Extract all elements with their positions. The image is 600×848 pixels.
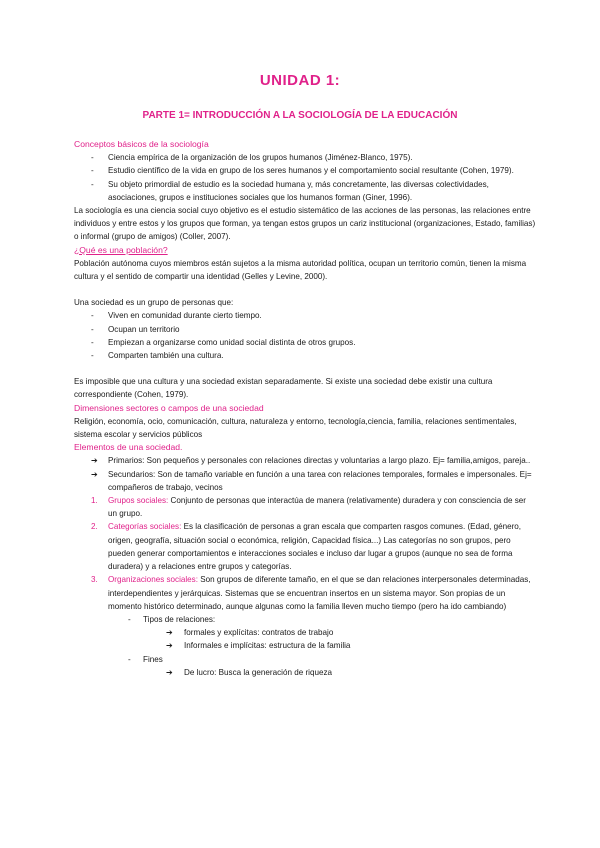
unit-title: UNIDAD 1: (259, 72, 341, 89)
list-item: ➔ Primarios: Son pequeños y personales con relaciones directas y voluntarias a largo plazo. Ej= familia,amigos, pareja.. (74, 454, 536, 467)
term: Organizaciones sociales: (108, 575, 198, 585)
conceptos-list (74, 151, 536, 204)
list-item: ➔ Informales e implícitas: estructura de la familia (74, 639, 536, 652)
sociedad-list (74, 309, 536, 362)
poblacion-question: ¿Qué es una población? (74, 244, 168, 255)
elementos-arrow-list (74, 454, 536, 494)
term: Categorías sociales: (108, 522, 182, 532)
part-title: PARTE 1= INTRODUCCIÓN A LA SOCIOLOGÍA DE LA EDUCACIÓN (142, 110, 458, 121)
dimensiones-heading: Dimensiones sectores o campos de una sociedad (74, 402, 264, 413)
conceptos-heading: Conceptos básicos de la sociología (74, 139, 209, 149)
elementos-heading: Elementos de una sociedad. (74, 442, 183, 453)
poblacion-answer: Población autónoma cuyos miembros están sujetos a la misma autoridad política, ocupan un territorio común, tienen la misma cultura y el sentido de compartir una identidad (Gelles y Levine, 2000). (74, 258, 527, 282)
list-item: - Empiezan a organizarse como unidad social distinta de otros grupos. (74, 336, 536, 349)
sociologia-paragraph: La sociología es una ciencia social cuyo objetivo es el estudio sistemático de las acciones de las personas, las relaciones entre individuos y entre estos y los grupos que forman, ya tengan estos grupos un cariz institucional (organizaciones, Estado, familias) o informal (grupo de amigos) (Coller, 2007). (74, 206, 536, 242)
definition: Conjunto de personas que interactúa de manera (relativamente) duradera y con consciencia de ser un grupo. (108, 496, 526, 519)
list-number: 2. (91, 522, 98, 532)
definition: Son grupos de diferente tamaño, en el que se dan relaciones interpersonales determinadas, interdependientes y jerárquicas. Sistemas que se encuentran insertos en un sistema mayor. Son propias de un momento histórico determinado, aunque algunas como la familia lleven mucho tiempo (pero ha ido cambiando) (108, 575, 531, 611)
list-item: ➔ Secundarios: Son de tamaño variable en función a una tarea con relaciones temporales, formales e impersonales. Ej= compañeros de trabajo, vecinos (74, 468, 536, 494)
list-item (74, 520, 536, 573)
list-item: - Comparten también una cultura. (74, 349, 536, 362)
elementos-numbered-list (74, 494, 536, 613)
term: Grupos sociales: (108, 496, 169, 506)
list-item: - Viven en comunidad durante cierto tiempo. (74, 309, 536, 322)
list-number: 1. (91, 496, 98, 506)
list-number: 3. (91, 575, 98, 585)
definition: Es la clasificación de personas a gran escala que comparten rasgos comunes. (Edad, género, origen, geografía, situación social o económica, religión, Capacidad física...) Las categorías no son grupos, pero pueden generar comportamientos e interacciones sociales e incluso dar lugar a grupos (aunque no sea de forma duradera) y a relaciones entre grupos y categorías. (108, 522, 522, 572)
list-item: ➔ formales y explícitas: contratos de trabajo (74, 626, 536, 639)
fines-list (74, 653, 536, 666)
fines-items-list (74, 666, 536, 679)
tipos-items-list (74, 626, 536, 652)
list-item: - Estudio científico de la vida en grupo de los seres humanos y el comportamiento social resultante (Cohen, 1979). (74, 164, 536, 177)
document-body (74, 138, 536, 679)
list-item: - Ciencia empírica de la organización de los grupos humanos (Jiménez-Blanco, 1975). (74, 151, 536, 164)
list-item: ➔ De lucro: Busca la generación de riqueza (74, 666, 536, 679)
cultura-paragraph: Es imposible que una cultura y una sociedad existan separadamente. Si existe una sociedad debe existir una cultura correspondiente (Cohen, 1979). (74, 377, 493, 400)
list-item: - Ocupan un territorio (74, 323, 536, 336)
list-item: - Su objeto primordial de estudio es la sociedad humana y, más concretamente, las diversas colectividades, asociaciones, grupos e instituciones sociales que los humanos forman (Giner, 1996). (74, 178, 536, 204)
list-item: - Fines (74, 653, 536, 666)
sociedad-intro: Una sociedad es un grupo de personas que: (74, 298, 234, 308)
list-item (74, 573, 536, 613)
tipos-relaciones-list (74, 613, 536, 626)
list-item: - Tipos de relaciones: (74, 613, 536, 626)
list-item (74, 494, 536, 520)
dimensiones-text: Religión, economía, ocio, comunicación, cultura, naturaleza y entorno, tecnología,ciencia, familia, relaciones sentimentales, sistema escolar y servicios públicos (74, 416, 517, 440)
